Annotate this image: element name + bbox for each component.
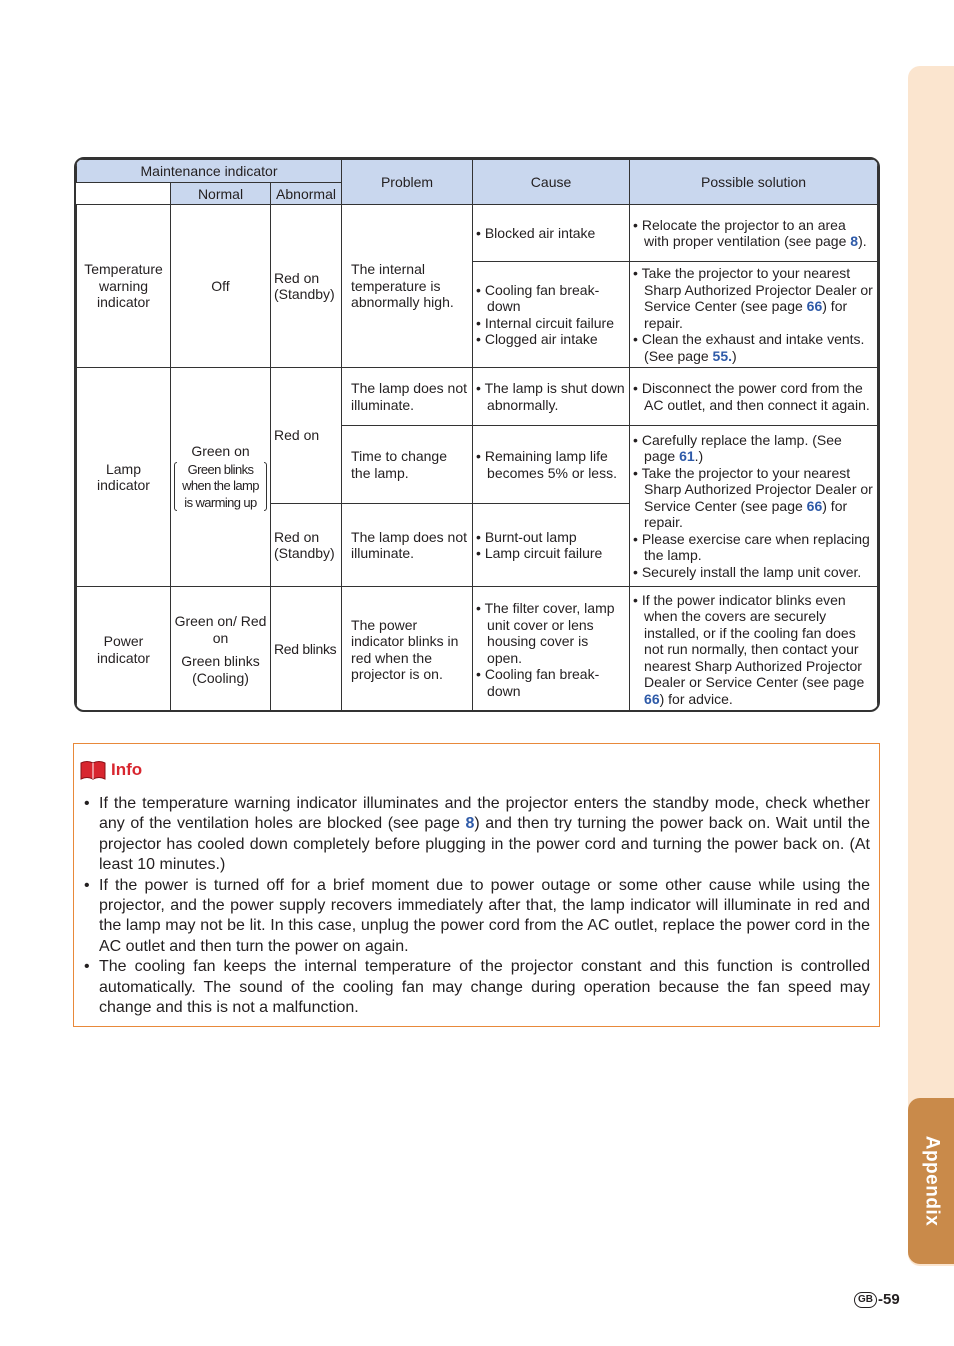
lamp-problem-1: The lamp does not illuminate. — [342, 368, 473, 426]
page-link-8[interactable]: 8 — [465, 815, 475, 833]
info-header — [80, 760, 142, 780]
lamp-solution-1: • Disconnect the power cord from the AC outlet, and then connect it again. — [630, 368, 878, 426]
page-link-66[interactable]: 66 — [644, 690, 660, 707]
page-link-66[interactable]: 66 — [806, 497, 823, 514]
header-cause: Cause — [473, 160, 630, 205]
temp-cause-1: • Blocked air intake — [473, 205, 630, 262]
indicator-table — [74, 157, 880, 712]
lamp-abnormal-1: Red on — [271, 368, 342, 504]
info-item: • If the power is turned off for a brief moment due to power outage or some other cause while using the projector, and the power supply recovers immediately after that, the lamp indicator will illuminate in red and the lamp may not be lit. In this case, unplug the power cord from the AC outlet, replace the power cord in the AC outlet and then turn the power on again. — [84, 876, 870, 958]
temp-abnormal: Red on (Standby) — [271, 205, 342, 368]
info-item: • If the temperature warning indicator illuminates and the projector enters the standby mode, check whether any of the ventilation holes are blocked (see page 8) and then try turning the power back on. Wait until the projector has cooled down completely before plugging in the power cord and turning the power back on. (At least 10 minutes.) — [84, 794, 870, 876]
appendix-tab[interactable] — [908, 1098, 954, 1264]
header-blank — [77, 183, 171, 205]
temp-cause-2: • Cooling fan break-down • Internal circuit failure • Clogged air intake — [473, 262, 630, 368]
appendix-tab-label: Appendix — [921, 1135, 942, 1227]
header-problem: Problem — [342, 160, 473, 205]
lamp-normal-note: Green blinks when the lamp is warming up — [174, 462, 267, 512]
lamp-cause-3: • Burnt-out lamp • Lamp circuit failure — [473, 504, 630, 587]
temp-solution-2: • Take the projector to your nearest Sharp Authorized Projector Dealer or Service Center (see page 66) for repair. • Clean the exhaust and intake vents. (See page 55.) — [630, 262, 878, 368]
header-solution: Possible solution — [630, 160, 878, 205]
power-solution: • If the power indicator blinks even when the covers are securely installed, or if the cooling fan does not run normally, then contact your nearest Sharp Authorized Projector Dealer or Service Center (see page 66) for advice. — [630, 587, 878, 713]
lamp-indicator-name: Lamp indicator — [77, 368, 171, 587]
temp-solution-1: • Relocate the projector to an area with proper ventilation (see page 8). — [630, 205, 878, 262]
page-link-8[interactable]: 8 — [850, 233, 859, 249]
lamp-problem-2: Time to change the lamp. — [342, 426, 473, 504]
lamp-solution-2: • Carefully replace the lamp. (See page 61.) • Take the projector to your nearest Sharp Authorized Projector Dealer or Service Center (see page 66) for repair. • Please exercise care when replacing the lamp. • Securely install the lamp unit cover. — [630, 426, 878, 587]
page-link-55[interactable]: 55. — [712, 347, 732, 364]
region-badge: GB — [854, 1292, 877, 1308]
lamp-normal: Green on Green blinks when the lamp is warming up — [171, 368, 271, 587]
info-item: • The cooling fan keeps the internal temperature of the projector constant and this function is controlled automatically. The sound of the cooling fan may change during operation because the fan speed may change and this is not a malfunction. — [84, 957, 870, 1018]
header-abnormal: Abnormal — [271, 183, 342, 205]
lamp-cause-1: • The lamp is shut down abnormally. — [473, 368, 630, 426]
page-link-66[interactable]: 66 — [806, 298, 823, 314]
power-cause: • The filter cover, lamp unit cover or lens housing cover is open. • Cooling fan break-down — [473, 587, 630, 713]
info-box — [73, 743, 880, 1027]
temp-indicator-name: Temperature warning indicator — [77, 205, 171, 368]
page-number — [854, 1291, 900, 1308]
lamp-problem-3: The lamp does not illuminate. — [342, 504, 473, 587]
book-icon — [80, 760, 106, 780]
info-list — [84, 794, 870, 1018]
header-normal: Normal — [171, 183, 271, 205]
side-tab-strip — [908, 66, 954, 1266]
page-link-61[interactable]: 61 — [679, 448, 695, 465]
page-number-value: -59 — [878, 1291, 900, 1308]
lamp-abnormal-2: Red on (Standby) — [271, 504, 342, 587]
power-abnormal: Red blinks — [271, 587, 342, 713]
header-maintenance: Maintenance indicator — [77, 160, 342, 183]
info-title: Info — [111, 760, 143, 779]
power-problem: The power indicator blinks in red when the projector is on. — [342, 587, 473, 713]
lamp-cause-2: • Remaining lamp life becomes 5% or less. — [473, 426, 630, 504]
power-indicator-name: Power indicator — [77, 587, 171, 713]
power-normal: Green on/ Red on Green blinks (Cooling) — [171, 587, 271, 713]
temp-normal: Off — [171, 205, 271, 368]
temp-problem: The internal temperature is abnormally high. — [342, 205, 473, 368]
